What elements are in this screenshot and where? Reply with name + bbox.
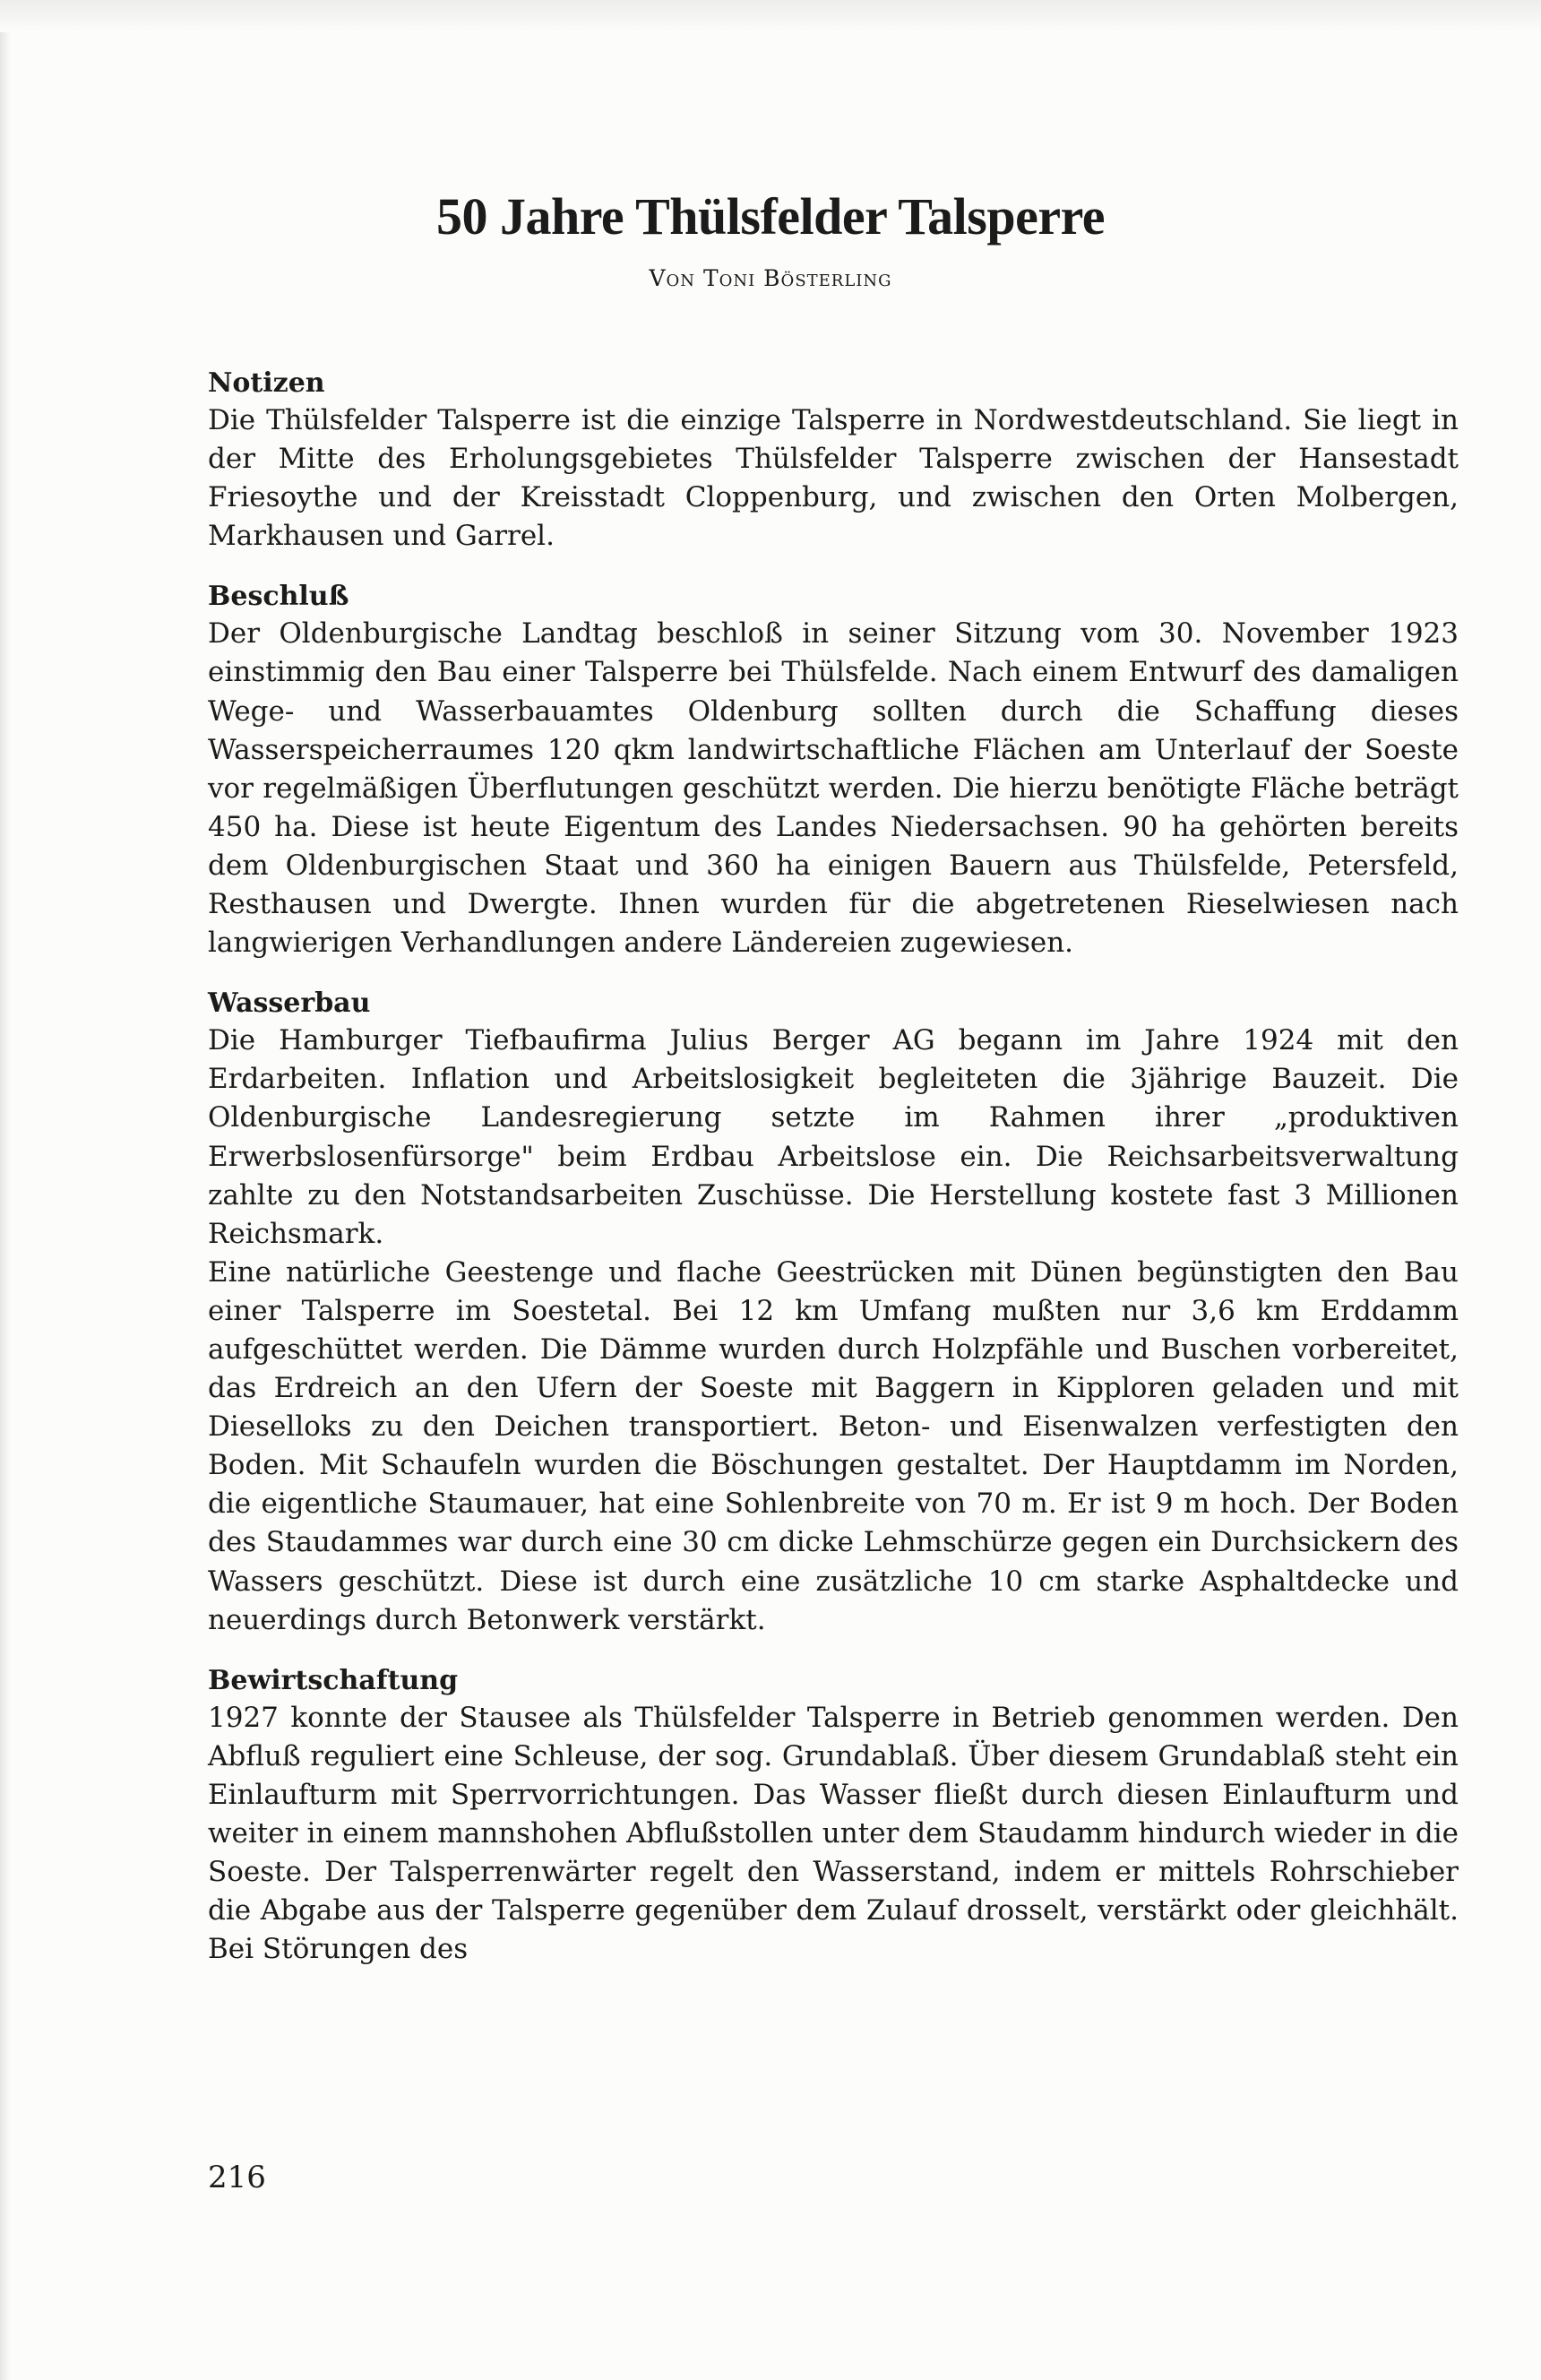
section-paragraph: Die Thülsfelder Talsperre ist die einzige Talsperre in Nordwestdeutschland. Sie liegt in der Mitte des Erholungsgebietes Thülsfelder Talsperre zwischen der Hansestadt Friesoythe und der Kreisstadt Cloppenburg, und zwischen den Orten Molbergen, Markhausen und Garrel. [208,404,1459,553]
section-paragraph: Der Oldenburgische Landtag beschloß in seiner Sitzung vom 30. November 1923 einstimmig den Bau einer Talsperre bei Thülsfelde. Nach einem Entwurf des damaligen Wege- und Wasserbauamtes Oldenburg sollten durch die Schaffung dieses Wasserspeicherraumes 120 qkm landwirtschaftliche Flächen am Unterlauf der Soeste vor regelmäßigen Überflutungen geschützt werden. Die hierzu benötigte Fläche beträgt 450 ha. Diese ist heute Eigentum des Landes Niedersachsen. 90 ha gehörten bereits dem Oldenburgischen Staat und 360 ha einigen Bauern aus Thülsfelde, Petersfeld, Resthausen und Dwergte. Ihnen wurden für die abgetretenen Rieselwiesen nach langwierigen Verhandlungen andere Ländereien zugewiesen. [208,617,1459,960]
article-author: Von Toni Bösterling [649,265,892,291]
page-number: 216 [208,2160,266,2195]
section-notizen [208,366,1459,556]
article-title: 50 Jahre Thülsfelder Talsperre [435,187,1106,246]
section-paragraph: Eine natürliche Geestenge und flache Geestrücken mit Dünen begünstigten den Bau einer Talsperre im Soestetal. Bei 12 km Umfang mußten nur 3,6 km Erddamm aufgeschüttet werden. Die Dämme wurden durch Holzpfähle und Buschen vorbereitet, das Erdreich an den Ufern der Soeste mit Baggern in Kipploren geladen und mit Dieselloks zu den Deichen transportiert. Beton- und Eisenwalzen verfestigten den Boden. Mit Schaufeln wurden die Böschungen gestaltet. Der Hauptdamm im Norden, die eigentliche Staumauer, hat eine Sohlenbreite von 70 m. Er ist 9 m hoch. Der Boden des Staudammes war durch eine 30 cm dicke Lehmschürze gegen ein Durchsickern des Wassers geschützt. Diese ist durch eine zusätzliche 10 cm starke Asphaltdecke und neuerdings durch Betonwerk verstärkt. [208,1255,1459,1636]
section-bewirtschaftung [208,1663,1459,1970]
page-top-shadow [0,0,1541,32]
section-heading: Beschluß [208,581,349,613]
section-beschluss [208,579,1459,962]
section-heading: Bewirtschaftung [208,1664,459,1696]
section-paragraph: 1927 konnte der Stausee als Thülsfelder Talsperre in Betrieb genommen werden. Den Abfluß reguliert eine Schleuse, der sog. Grundablaß. Über diesem Grundablaß steht ein Einlaufturm mit Sperrvorrichtungen. Das Wasser fließt durch diesen Einlaufturm und weiter in einem mannshohen Abflußstollen unter dem Staudamm hindurch wieder in die Soeste. Der Talsperrenwärter regelt den Wasserstand, indem er mittels Rohrschieber die Abgabe aus der Talsperre gegenüber dem Zulauf drosselt, verstärkt oder gleichhält. Bei Störungen des [208,1701,1459,1966]
section-heading: Wasserbau [208,987,371,1020]
section-heading: Notizen [208,367,325,399]
section-wasserbau [208,986,1459,1640]
page-edge-shadow [0,0,11,2380]
article-body [208,366,1459,1969]
section-paragraph: Die Hamburger Tiefbaufirma Julius Berger AG begann im Jahre 1924 mit den Erdarbeiten. Inflation und Arbeitslosigkeit begleiteten die 3jährige Bauzeit. Die Oldenburgische Landesregierung setzte im Rahmen ihrer „produktiven Erwerbslosenfürsorge" beim Erdbau Arbeitslose ein. Die Reichsarbeitsverwaltung zahlte zu den Notstandsarbeiten Zuschüsse. Die Herstellung kostete fast 3 Millionen Reichsmark. [208,1024,1459,1250]
